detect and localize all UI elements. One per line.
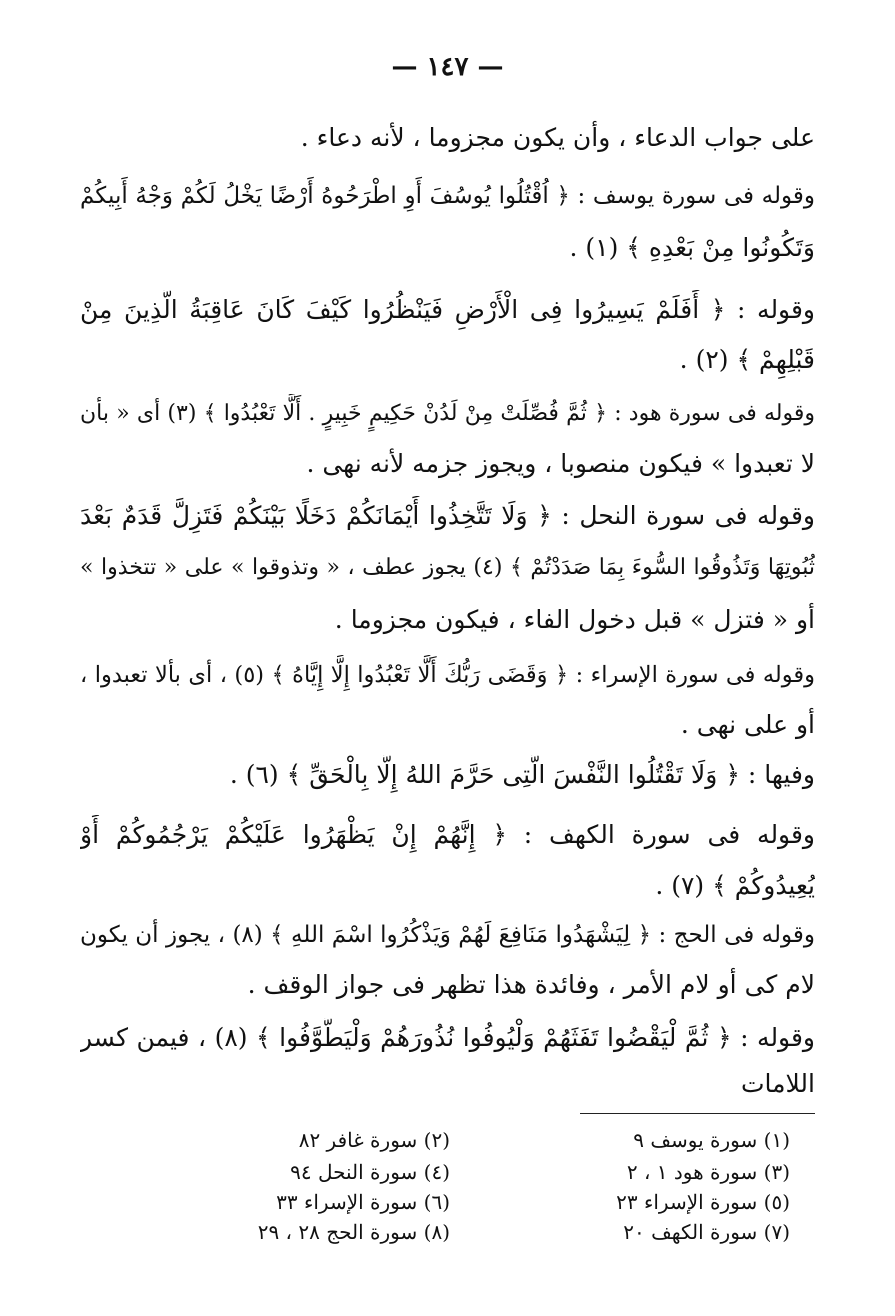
text-line-18: وقوله : ﴿ ثُمَّ لْيَقْضُوا تَفَثَهُمْ وَلْيُوفُوا نُذُورَهُمْ وَلْيَطَّوَّفُوا ﴾ (٨) ، فيمن كسر bbox=[80, 1023, 815, 1052]
footnote-8: (٨) سورة الحج ٢٨ ، ٢٩ bbox=[257, 1220, 450, 1244]
text-line-6: وقوله فى سورة هود : ﴿ ثُمَّ فُصِّلَتْ مِنْ لَدُنْ حَكِيمٍ خَبِيرٍ . أَلَّا تَعْبُدُوا ﴾ (٣) أى « بأن bbox=[80, 401, 815, 426]
footnote-divider bbox=[580, 1113, 815, 1114]
text-line-7: لا تعبدوا » فيكون منصوبا ، ويجوز جزمه لأنه نهى . bbox=[306, 449, 815, 478]
text-line-13: وفيها : ﴿ وَلَا تَقْتُلُوا النَّفْسَ الَّتِى حَرَّمَ اللهُ إِلَّا بِالْحَقِّ ﴾ (٦) . bbox=[229, 760, 815, 789]
text-line-17: لام كى أو لام الأمر ، وفائدة هذا تظهر فى جواز الوقف . bbox=[247, 970, 815, 999]
text-line-9: ثُبُوتِهَا وَتَذُوقُوا السُّوءَ بِمَا صَدَدْتُمْ ﴾ (٤) يجوز عطف ، « وتذوقوا » على « تتخذوا » bbox=[80, 555, 815, 580]
text-line-19: اللامات bbox=[740, 1069, 815, 1098]
text-line-3: وَتَكُونُوا مِنْ بَعْدِهِ ﴾ (١) . bbox=[569, 233, 815, 262]
text-line-8: وقوله فى سورة النحل : ﴿ وَلَا تَتَّخِذُوا أَيْمَانَكُمْ دَخَلًا بَيْنَكُمْ فَتَزِلَّ قَدَمٌ بَعْدَ bbox=[80, 501, 815, 530]
footnote-6: (٦) سورة الإسراء ٣٣ bbox=[276, 1190, 450, 1214]
text-line-5: قَبْلِهِمْ ﴾ (٢) . bbox=[679, 345, 815, 374]
footnote-4: (٤) سورة النحل ٩٤ bbox=[290, 1160, 450, 1184]
footnote-2: (٢) سورة غافر ٨٢ bbox=[298, 1128, 450, 1152]
text-line-4: وقوله : ﴿ أَفَلَمْ يَسِيرُوا فِى الْأَرْضِ فَيَنْظُرُوا كَيْفَ كَانَ عَاقِبَةُ الَّذِينَ مِنْ bbox=[80, 295, 815, 324]
text-line-12: أو على نهى . bbox=[680, 710, 815, 739]
text-line-1: على جواب الدعاء ، وأن يكون مجزوما ، لأنه دعاء . bbox=[300, 123, 815, 152]
page-number: — ١٤٧ — bbox=[391, 52, 504, 82]
text-line-11: وقوله فى سورة الإسراء : ﴿ وَقَضَى رَبُّكَ أَلَّا تَعْبُدُوا إِلَّا إِيَّاهُ ﴾ (٥) ، أى بألا تعبدوا ، bbox=[80, 662, 815, 688]
footnote-1: (١) سورة يوسف ٩ bbox=[633, 1128, 790, 1152]
text-line-15: يُعِيدُوكُمْ ﴾ (٧) . bbox=[655, 871, 815, 900]
text-line-16: وقوله فى الحج : ﴿ لِيَشْهَدُوا مَنَافِعَ لَهُمْ وَيَذْكُرُوا اسْمَ اللهِ ﴾ (٨) ، يجوز أن يكون bbox=[80, 922, 815, 948]
footnote-7: (٧) سورة الكهف ٢٠ bbox=[623, 1220, 790, 1244]
text-line-10: أو « فتزل » قبل دخول الفاء ، فيكون مجزوما . bbox=[334, 605, 815, 634]
footnote-3: (٣) سورة هود ١ ، ٢ bbox=[626, 1160, 790, 1184]
text-line-2: وقوله فى سورة يوسف : ﴿ اُقْتُلُوا يُوسُفَ أَوِ اطْرَحُوهُ أَرْضًا يَخْلُ لَكُمْ وَجْهُ أَبِيكُمْ bbox=[80, 183, 815, 209]
footnote-5: (٥) سورة الإسراء ٢٣ bbox=[616, 1190, 790, 1214]
text-line-14: وقوله فى سورة الكهف : ﴿ إِنَّهُمْ إِنْ يَظْهَرُوا عَلَيْكُمْ يَرْجُمُوكُمْ أَوْ bbox=[80, 820, 815, 849]
